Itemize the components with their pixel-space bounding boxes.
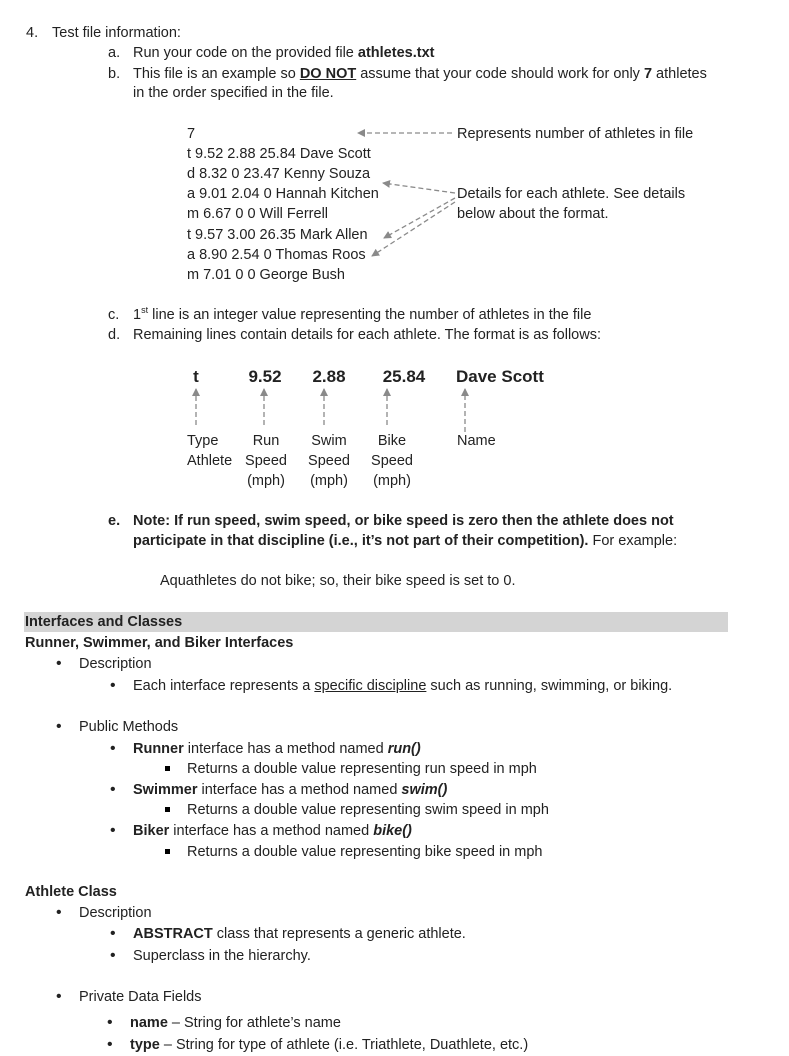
file-line: m 6.67 0 0 Will Ferrell (187, 206, 329, 222)
public-methods-label: Public Methods (79, 719, 179, 735)
item-b-text-line2: in the order specified in the file. (133, 85, 334, 101)
specific-discipline-text: specific discipline (314, 678, 427, 694)
details-arrow-bottom (372, 202, 455, 256)
details-annotation: Details for each athlete. See details (457, 186, 686, 202)
format-token-swim: 2.88 (312, 367, 346, 386)
format-label-bike: Bike (377, 433, 407, 449)
item-a-marker: a. (108, 45, 121, 61)
square-bullet-icon (165, 849, 170, 854)
item-d-text: Remaining lines contain details for each athlete. The format is as follows: (133, 327, 602, 343)
format-label-bike-2: Speed (371, 453, 413, 469)
item-c-text: 1st line is an integer value representing the number of athletes in the file (133, 305, 592, 323)
athlete-desc-1: ABSTRACT class that represents a generic athlete. (133, 926, 466, 942)
file-line: t 9.57 3.00 26.35 Mark Allen (187, 227, 368, 243)
do-not-emphasis: DO NOT (299, 66, 357, 82)
swimmer-method: Swimmer interface has a method named swim() (133, 782, 448, 798)
item-e-marker: e. (108, 513, 121, 529)
format-label-type-2: Athlete (187, 453, 233, 469)
bullet-icon: • (56, 718, 62, 735)
runner-method: Runner interface has a method named run() (133, 741, 421, 757)
section-heading: Test file information: (52, 25, 181, 41)
athlete-desc-label: Description (79, 905, 152, 921)
file-line: d 8.32 0 23.47 Kenny Souza (187, 166, 371, 182)
file-line: a 8.90 2.54 0 Thomas Roos (187, 247, 366, 263)
bullet-icon: • (110, 781, 116, 798)
private-fields-label: Private Data Fields (79, 989, 202, 1005)
bullet-icon: • (110, 740, 116, 757)
field-name: name – String for athlete’s name (130, 1015, 341, 1031)
format-label-bike-3: (mph) (373, 473, 411, 489)
file-line: t 9.52 2.88 25.84 Dave Scott (187, 146, 371, 162)
bullet-icon: • (107, 1014, 113, 1031)
bullet-icon: • (110, 677, 116, 694)
item-c-marker: c. (108, 307, 120, 323)
note-e-example: Aquathletes do not bike; so, their bike speed is set to 0. (160, 573, 516, 589)
count-annotation: Represents number of athletes in file (457, 126, 694, 142)
athletes-file-name: athletes.txt (357, 45, 435, 61)
note-e-line1: Note: If run speed, swim speed, or bike speed is zero then the athlete does not (133, 513, 674, 529)
bullet-icon: • (107, 1036, 113, 1053)
bullet-icon: • (110, 822, 116, 839)
swimmer-returns: Returns a double value representing swim speed in mph (187, 802, 549, 818)
bullet-icon: • (56, 655, 62, 672)
file-line: m 7.01 0 0 George Bush (187, 267, 345, 283)
section-number: 4. (26, 25, 39, 41)
biker-returns: Returns a double value representing bike speed in mph (187, 844, 543, 860)
details-arrow-middle (384, 198, 455, 238)
file-line: 7 (187, 126, 196, 142)
square-bullet-icon (165, 766, 170, 771)
section-title: Interfaces and Classes (25, 614, 183, 630)
interfaces-subtitle: Runner, Swimmer, and Biker Interfaces (25, 635, 294, 651)
bullet-icon: • (56, 988, 62, 1005)
athlete-desc-2: Superclass in the hierarchy. (133, 948, 311, 964)
item-a-text: Run your code on the provided file athletes.txt (133, 45, 435, 61)
item-b-text: This file is an example so DO NOT assume that your code should work for only 7 athletes (133, 66, 707, 82)
bullet-icon: • (56, 904, 62, 921)
athlete-class-title: Athlete Class (25, 884, 117, 900)
details-annotation-line2: below about the format. (457, 206, 609, 222)
item-b-marker: b. (108, 66, 121, 82)
bullet-icon: • (110, 947, 116, 964)
format-label-run-3: (mph) (247, 473, 285, 489)
format-token-name: Dave Scott (456, 367, 544, 386)
format-label-run-2: Speed (245, 453, 287, 469)
note-e-line2: participate in that discipline (i.e., it’s not part of their competition). For example: (133, 533, 678, 549)
bullet-icon: • (110, 925, 116, 942)
format-label-type: Type (187, 433, 219, 449)
format-token-type: t (193, 367, 199, 386)
format-label-run: Run (252, 433, 280, 449)
format-label-swim: Swim (311, 433, 347, 449)
field-type: type – String for type of athlete (i.e. Triathlete, Duathlete, etc.) (130, 1037, 529, 1053)
runner-returns: Returns a double value representing run speed in mph (187, 761, 537, 777)
format-label-swim-2: Speed (308, 453, 350, 469)
details-arrow-top (383, 183, 455, 193)
format-label-name: Name (457, 433, 496, 449)
biker-method: Biker interface has a method named bike() (133, 823, 412, 839)
square-bullet-icon (165, 807, 170, 812)
format-label-swim-3: (mph) (310, 473, 348, 489)
interfaces-desc-text: Each interface represents a specific discipline such as running, swimming, or biking. (133, 678, 673, 694)
format-token-run: 9.52 (248, 367, 282, 386)
item-d-marker: d. (108, 327, 121, 343)
format-token-bike: 25.84 (382, 367, 426, 386)
file-line: a 9.01 2.04 0 Hannah Kitchen (187, 186, 379, 202)
interfaces-desc-label: Description (79, 656, 152, 672)
